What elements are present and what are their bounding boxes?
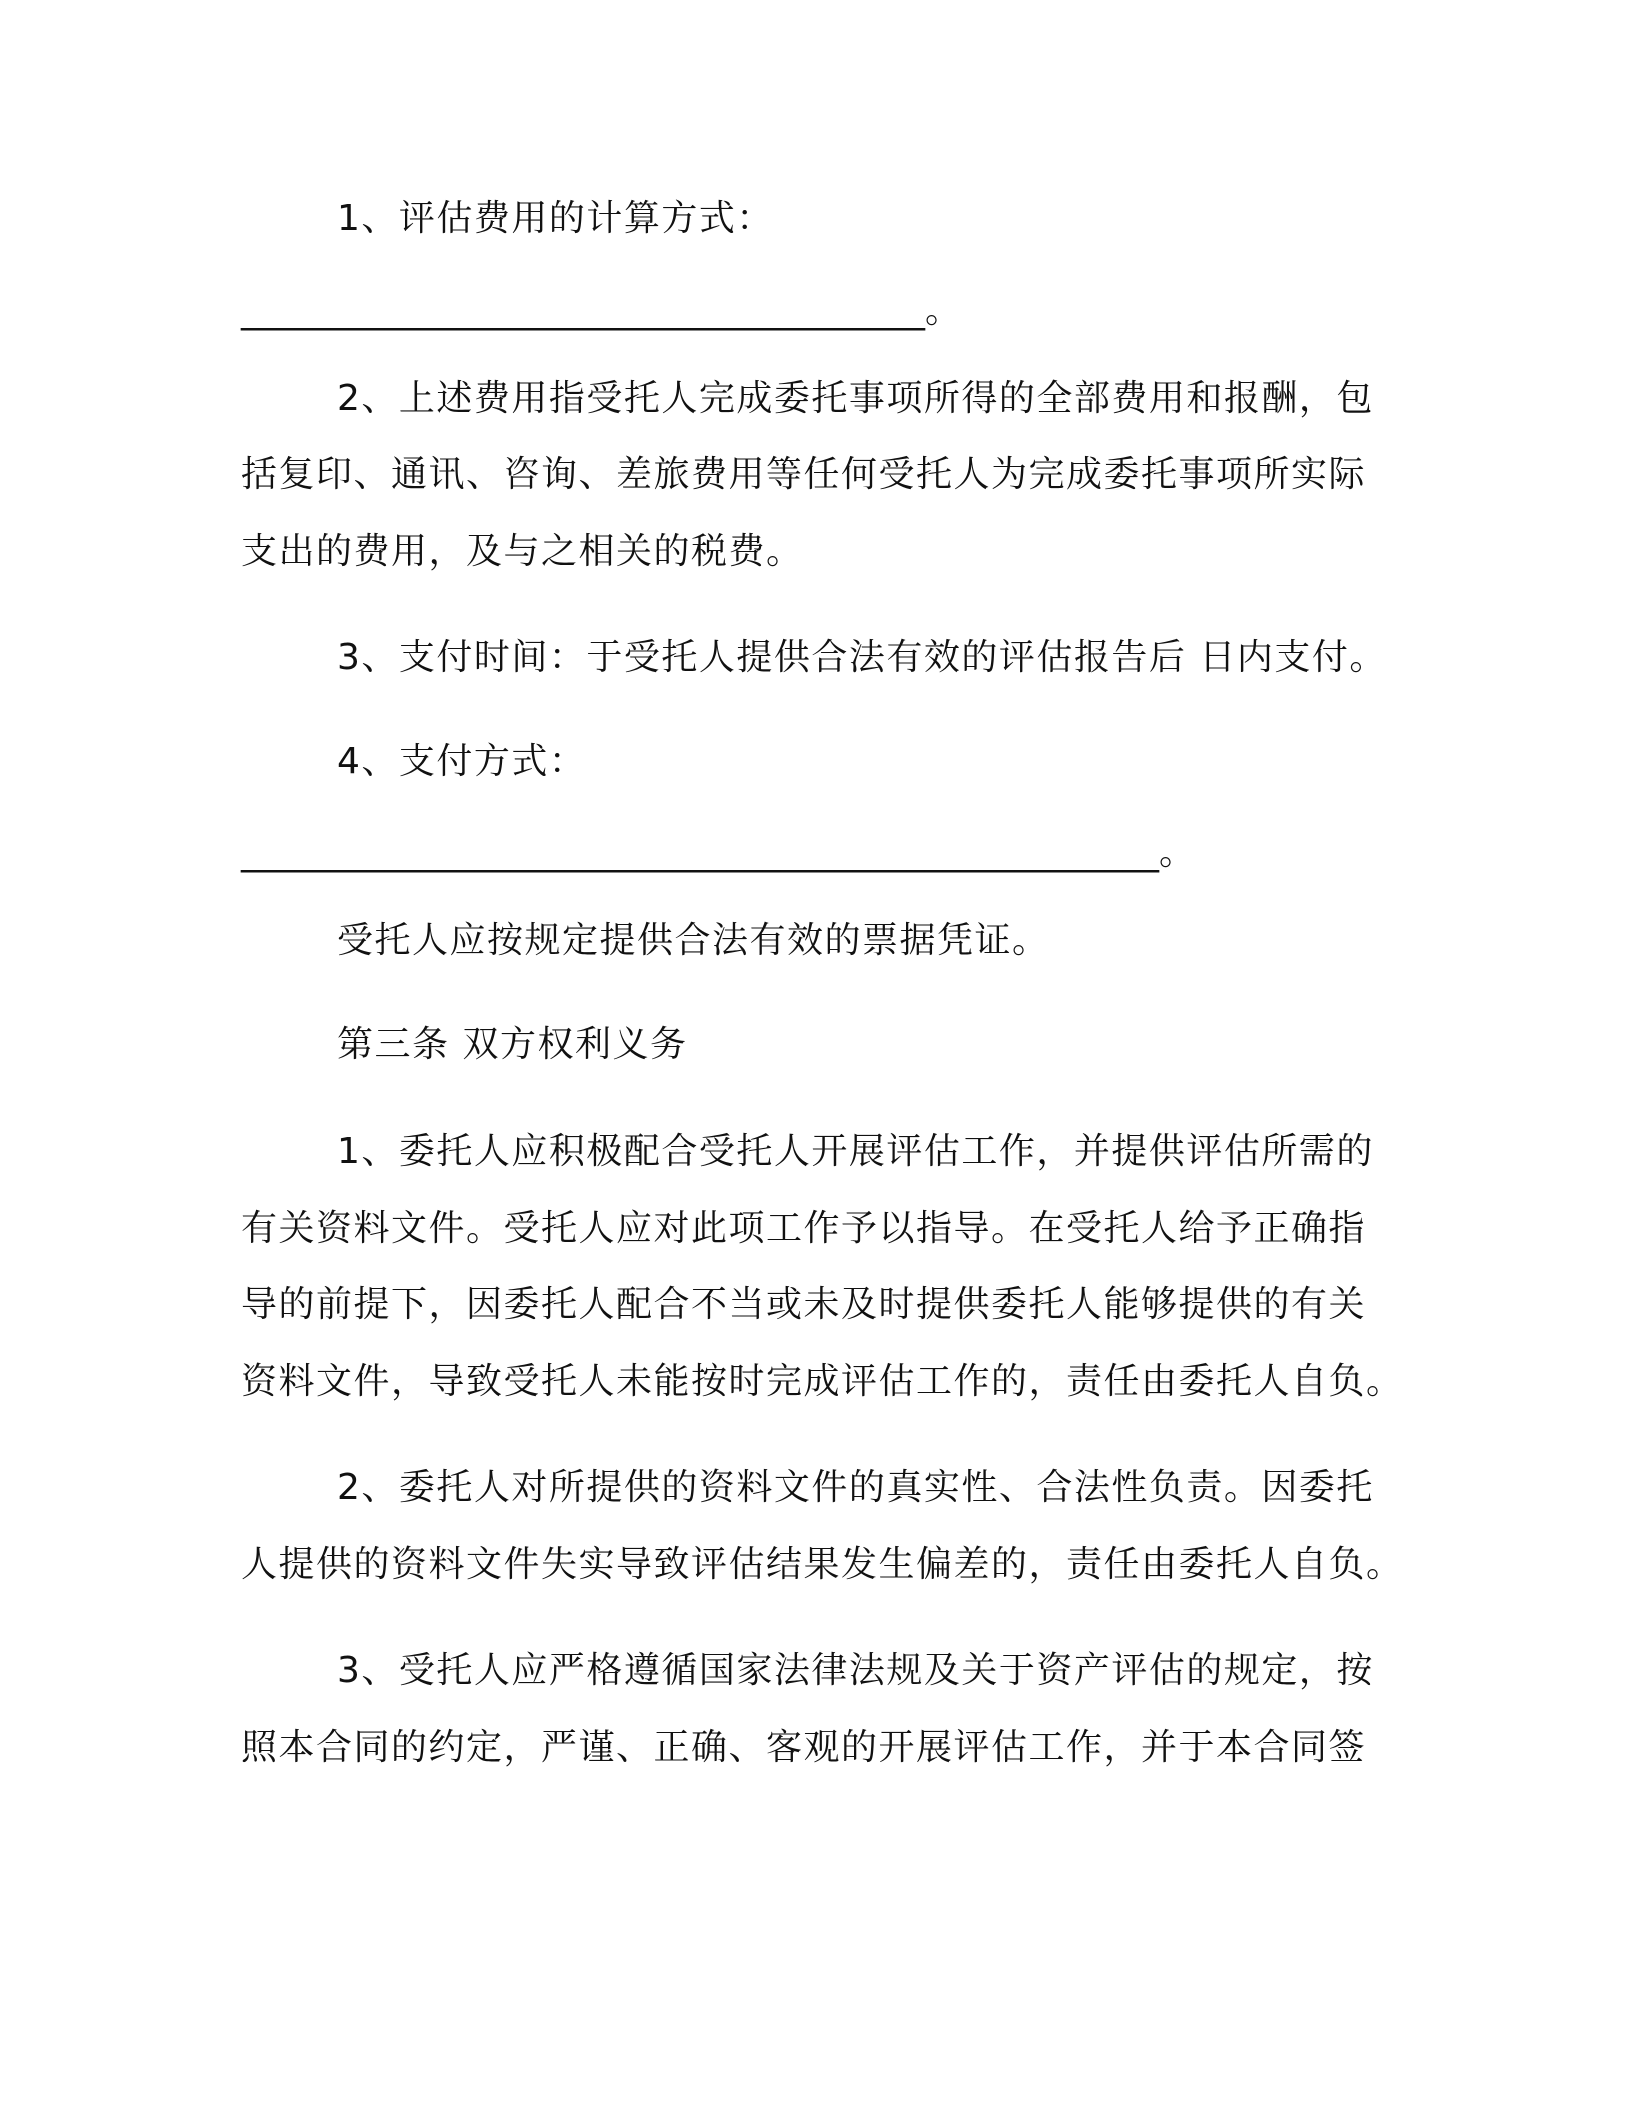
payment-method-heading: 4、支付方式：: [337, 741, 587, 782]
section-heading: 第三条 双方权利义务: [337, 1024, 688, 1065]
paragraph-line: 资料文件，导致受托人未能按时完成评估工作的，责任由委托人自负。: [241, 1361, 1404, 1402]
paragraph-line: 照本合同的约定，严谨、正确、客观的开展评估工作，并于本合同签: [241, 1727, 1367, 1768]
paragraph-line: 人提供的资料文件失实导致评估结果发生偏差的，责任由委托人自负。: [241, 1544, 1404, 1585]
paragraph-line: 2、上述费用指受托人完成委托事项所得的全部费用和报酬，包: [337, 378, 1374, 419]
payment-time-line: 3、支付时间：于受托人提供合法有效的评估报告后 日内支付。: [337, 637, 1387, 678]
paragraph-line: 3、受托人应严格遵循国家法律法规及关于资产评估的规定，按: [337, 1650, 1374, 1691]
paragraph-line: 2、委托人对所提供的资料文件的真实性、合法性负责。因委托: [337, 1467, 1374, 1508]
fee-calculation-heading: 1、评估费用的计算方式：: [337, 198, 774, 239]
receipt-line: 受托人应按规定提供合法有效的票据凭证。: [337, 920, 1050, 961]
paragraph-line: 支出的费用，及与之相关的税费。: [241, 531, 804, 572]
paragraph-line: 1、委托人应积极配合受托人开展评估工作，并提供评估所需的: [337, 1131, 1374, 1172]
paragraph-line: 有关资料文件。受托人应对此项工作予以指导。在受托人给予正确指: [241, 1208, 1367, 1249]
payment-method-blank: ___________________________________________________。: [241, 832, 1195, 873]
fee-calculation-blank: ______________________________________。: [241, 290, 961, 331]
paragraph-line: 括复印、通讯、咨询、差旅费用等任何受托人为完成委托事项所实际: [241, 454, 1367, 495]
paragraph-line: 导的前提下，因委托人配合不当或未及时提供委托人能够提供的有关: [241, 1284, 1367, 1325]
